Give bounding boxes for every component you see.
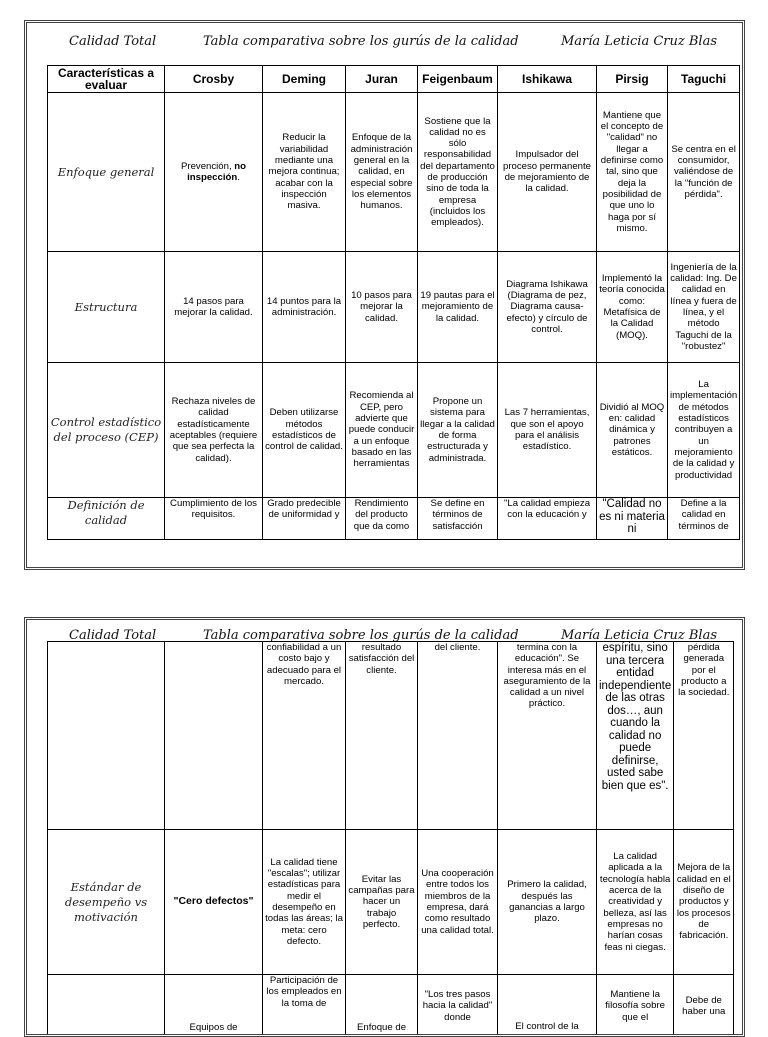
cell-feigenbaum: del cliente. — [418, 642, 498, 830]
cell-juran: Enfoque de — [346, 975, 418, 1037]
cell-juran: resultado satisfacción del cliente. — [346, 642, 418, 830]
document-page-2 — [24, 617, 745, 1037]
cell-taguchi: pérdida generada por el producto a la sociedad. — [674, 642, 734, 830]
table-row-last-partial — [48, 975, 734, 1037]
cell-feigenbaum: Sostiene que la calidad no es sólo responsabilidad del departamento de producción sino de toda la empresa (incluidos los empleados). — [418, 93, 498, 252]
row-label: Estructura — [48, 252, 165, 363]
cell-deming: confiabilidad a un costo bajo y adecuado para el mercado. — [263, 642, 346, 830]
row-label: Estándar de desempeño vs motivación — [48, 830, 165, 975]
cell-deming: Participación de los empleados en la toma de — [263, 975, 346, 1037]
cell-ishikawa: "La calidad empieza con la educación y — [498, 498, 597, 540]
column-header-characteristics: Características a evaluar — [48, 66, 165, 93]
cell-pirsig: Mantiene la filosofía sobre que el — [597, 975, 674, 1037]
header-document-title: Tabla comparativa sobre los gurús de la calidad — [203, 34, 519, 49]
cell-taguchi: La implementación de métodos estadísticos contribuyen a un mejoramiento de la calidad y productividad — [668, 363, 740, 498]
column-header-pirsig: Pirsig — [597, 66, 668, 93]
cell-crosby: Prevención, no inspección. — [165, 93, 263, 252]
cell-ishikawa: El control de la — [498, 975, 597, 1037]
cell-juran: Enfoque de la administración general en la calidad, en especial sobre los elementos humanos. — [346, 93, 418, 252]
header-course-title: Calidad Total — [69, 34, 156, 49]
table-header-row — [48, 66, 740, 93]
row-label — [48, 975, 165, 1037]
cell-pirsig: La calidad aplicada a la tecnología habla acerca de la creatividad y belleza, así las empresas no harían cosas feas ni ciegas. — [597, 830, 674, 975]
cell-feigenbaum: Propone un sistema para llegar a la calidad de forma estructurada y administrada. — [418, 363, 498, 498]
column-header-juran: Juran — [346, 66, 418, 93]
header-author: María Leticia Cruz Blas — [561, 34, 717, 49]
cell-crosby: Rechaza niveles de calidad estadísticamente aceptables (requiere que sea perfecta la calidad). — [165, 363, 263, 498]
cell-pirsig: espíritu, sino una tercera entidad independiente de las otras dos…, aun cuando la calidad no puede definirse, usted sabe bien que es". — [597, 642, 674, 830]
header-document-title: Tabla comparativa sobre los gurús de la calidad — [203, 628, 519, 643]
cell-taguchi: Mejora de la calidad en el diseño de productos y los procesos de fabricación. — [674, 830, 734, 975]
table-row-definicion-calidad-cont — [48, 642, 734, 830]
column-header-ishikawa: Ishikawa — [498, 66, 597, 93]
table-row-estandar-desempeno — [48, 830, 734, 975]
table-row-enfoque-general — [48, 93, 740, 252]
column-header-deming: Deming — [263, 66, 346, 93]
cell-deming: Grado predecible de uniformidad y — [263, 498, 346, 540]
cell-taguchi: Define a la calidad en términos de — [668, 498, 740, 540]
row-label: Control estadístico del proceso (CEP) — [48, 363, 165, 498]
document-page-1 — [24, 20, 745, 570]
cell-ishikawa: termina con la educación". Se interesa más en el aseguramiento de la calidad a un nivel práctico. — [498, 642, 597, 830]
cell-pirsig: "Calidad no es ni materia ni — [597, 498, 668, 540]
cell-deming: 14 puntos para la administración. — [263, 252, 346, 363]
cell-feigenbaum: 19 pautas para el mejoramiento de la calidad. — [418, 252, 498, 363]
table-row-definicion-calidad — [48, 498, 740, 540]
cell-ishikawa: Diagrama Ishikawa (Diagrama de pez, Diagrama causa- efecto) y círculo de control. — [498, 252, 597, 363]
row-label: Definición de calidad — [48, 498, 165, 540]
cell-crosby: 14 pasos para mejorar la calidad. — [165, 252, 263, 363]
cell-juran: 10 pasos para mejorar la calidad. — [346, 252, 418, 363]
cell-crosby: Cumplimiento de los requisitos. — [165, 498, 263, 540]
cell-crosby: Equipos de — [165, 975, 263, 1037]
cell-taguchi: Debe de haber una — [674, 975, 734, 1037]
column-header-crosby: Crosby — [165, 66, 263, 93]
cell-ishikawa: Las 7 herramientas, que son el apoyo para el análisis estadístico. — [498, 363, 597, 498]
cell-pirsig: Dividió al MOQ en: calidad dinámica y patrones estáticos. — [597, 363, 668, 498]
cell-pirsig: Mantiene que el concepto de "calidad" no llegar a definirse como tal, sino que deja la posibilidad de que uno lo haga por sí mismo. — [597, 93, 668, 252]
cell-ishikawa: Impulsador del proceso permanente de mejoramiento de la calidad. — [498, 93, 597, 252]
column-header-taguchi: Taguchi — [668, 66, 740, 93]
table-row-estructura — [48, 252, 740, 363]
cell-deming: Reducir la variabilidad mediante una mejora continua; acabar con la inspección masiva. — [263, 93, 346, 252]
cell-crosby — [165, 642, 263, 830]
cell-pirsig: Implementó la teoría conocida como: Metafísica de la Calidad (MOQ). — [597, 252, 668, 363]
cell-deming: Deben utilizarse métodos estadísticos de control de calidad. — [263, 363, 346, 498]
cell-taguchi: Se centra en el consumidor, valiéndose de la "función de pérdida". — [668, 93, 740, 252]
cell-deming: La calidad tiene "escalas"; utilizar estadísticas para medir el desempeño en todas las áreas; la meta: cero defecto. — [263, 830, 346, 975]
cell-juran: Evitar las campañas para hacer un trabajo perfecto. — [346, 830, 418, 975]
row-label: Enfoque general — [48, 93, 165, 252]
cell-feigenbaum: Una cooperación entre todos los miembros de la empresa, dará como resultado una calidad total. — [418, 830, 498, 975]
comparison-table — [47, 65, 740, 540]
cell-feigenbaum: Se define en términos de satisfacción — [418, 498, 498, 540]
comparison-table-continued — [47, 641, 734, 1037]
cell-taguchi: Ingeniería de la calidad: Ing. De calidad en línea y fuera de línea, y el método Taguchi de la "robustez" — [668, 252, 740, 363]
cell-juran: Rendimiento del producto que da como — [346, 498, 418, 540]
row-label — [48, 642, 165, 830]
column-header-feigenbaum: Feigenbaum — [418, 66, 498, 93]
cell-ishikawa: Primero la calidad, después las ganancias a largo plazo. — [498, 830, 597, 975]
header-course-title: Calidad Total — [69, 628, 156, 643]
cell-crosby: "Cero defectos" — [165, 830, 263, 975]
table-row-control-estadistico — [48, 363, 740, 498]
page-header — [27, 23, 742, 55]
cell-feigenbaum: "Los tres pasos hacia la calidad" donde — [418, 975, 498, 1037]
header-author: María Leticia Cruz Blas — [561, 628, 717, 643]
cell-juran: Recomienda al CEP, pero advierte que puede conducir a un enfoque basado en las herramientas — [346, 363, 418, 498]
